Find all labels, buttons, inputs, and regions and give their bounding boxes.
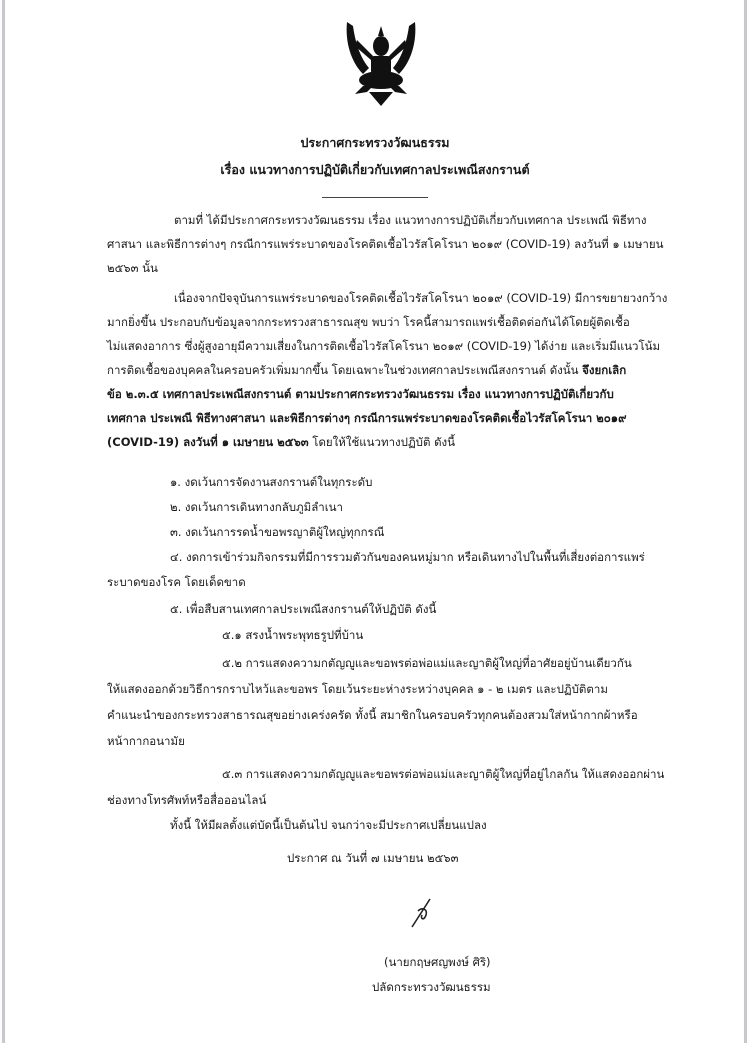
paragraph-1-line-3: ๒๕๖๓ นั้น bbox=[107, 261, 158, 275]
list-item: ๓. งดเว้นการรดน้ำขอพรญาติผู้ใหญ่ทุกกรณี bbox=[170, 525, 385, 539]
list-item: ๒. งดเว้นการเดินทางกลับภูมิลำเนา bbox=[170, 500, 343, 514]
paragraph-2-line-4-bold: จึงยกเลิก bbox=[582, 363, 627, 377]
sub-list-item-continuation: คำแนะนำของกระทรวงสาธารณสุขอย่างเคร่งครัด ทั้งนี้ สมาชิกในครอบครัวทุกคนต้องสวมใส่หน้ากากผ้าหรือ bbox=[107, 708, 638, 722]
sub-list-item: ๕.๓ การแสดงความกตัญญูและขอพรต่อพ่อแม่และญาติผู้ใหญ่ที่อยู่ไกลกัน ให้แสดงออกผ่าน bbox=[222, 767, 665, 781]
sub-list-item: ๕.๑ สรงน้ำพระพุทธรูปที่บ้าน bbox=[222, 628, 364, 642]
page-edge-right bbox=[744, 0, 747, 1043]
paragraph-2-line-5: ข้อ ๒.๓.๕ เทศกาลประเพณีสงกรานต์ ตามประกาศกระทรวงวัฒนธรรม เรื่อง แนวทางการปฏิบัติเกี่ยวกับ bbox=[107, 387, 614, 401]
paragraph-1-line-1: ตามที่ ได้มีประกาศกระทรวงวัฒนธรรม เรื่อง แนวทางการปฏิบัติเกี่ยวกับเทศกาล ประเพณี พิธีทาง bbox=[174, 213, 647, 227]
paragraph-2-line-4-normal: การติดเชื้อของบุคคลในครอบครัวเพิ่มมากขึ้น โดยเฉพาะในช่วงเทศกาลประเพณีสงกรานต์ ดังนั้น bbox=[107, 363, 583, 377]
garuda-emblem-icon bbox=[343, 12, 419, 107]
paragraph-2-line-3: ไม่แสดงอาการ ซึ่งผู้สูงอายุมีความเสี่ยงในการติดเชื้อไวรัสโคโรนา ๒๐๑๙ (COVID-19) ได้ง่าย และเริ่มมีแนวโน้ม bbox=[107, 339, 661, 353]
signer-name: (นายกฤษศญพงษ์ ศิริ) bbox=[384, 955, 491, 969]
title-divider bbox=[322, 197, 428, 198]
document-title: ประกาศกระทรวงวัฒนธรรม bbox=[300, 135, 450, 150]
effective-clause: ทั้งนี้ ให้มีผลตั้งแต่บัดนี้เป็นต้นไป จนกว่าจะมีประกาศเปลี่ยนแปลง bbox=[170, 818, 487, 832]
list-item: ๕. เพื่อสืบสานเทศกาลประเพณีสงกรานต์ให้ปฏิบัติ ดังนี้ bbox=[170, 602, 437, 616]
page-edge-left bbox=[2, 0, 5, 1043]
paragraph-2-line-7 bbox=[107, 434, 455, 450]
signer-title: ปลัดกระทรวงวัฒนธรรม bbox=[372, 980, 491, 994]
document-subject: เรื่อง แนวทางการปฏิบัติเกี่ยวกับเทศกาลประเพณีสงกรานต์ bbox=[220, 162, 530, 177]
list-item: ๔. งดการเข้าร่วมกิจกรรมที่มีการรวมตัวกันของคนหมู่มาก หรือเดินทางไปในพื้นที่เสี่ยงต่อการแพร่ bbox=[170, 550, 645, 564]
list-item-continuation: ระบาดของโรค โดยเด็ดขาด bbox=[107, 575, 246, 589]
list-item: ๑. งดเว้นการจัดงานสงกรานต์ในทุกระดับ bbox=[170, 475, 373, 489]
sub-list-item-continuation: หน้ากากอนามัย bbox=[107, 734, 185, 748]
announcement-date: ประกาศ ณ วันที่ ๗ เมษายน ๒๕๖๓ bbox=[287, 851, 459, 865]
paragraph-2-line-1: เนื่องจากปัจจุบันการแพร่ระบาดของโรคติดเชื้อไวรัสโคโรนา ๒๐๑๙ (COVID-19) มีการขยายวงกว้าง bbox=[174, 291, 668, 305]
sub-list-item-continuation: ให้แสดงออกด้วยวิธีการกราบไหว้และขอพร โดยเว้นระยะห่างระหว่างบุคคล ๑ - ๒ เมตร และปฏิบัติตาม bbox=[107, 682, 608, 696]
paragraph-2-line-7-normal: โดยให้ใช้แนวทางปฏิบัติ ดังนี้ bbox=[308, 435, 456, 449]
paragraph-2-line-2: มากยิ่งขึ้น ประกอบกับข้อมูลจากกระทรวงสาธารณสุข พบว่า โรคนี้สามารถแพร่เชื้อติดต่อกันได้โดยผู้ติดเชื้อ bbox=[107, 315, 630, 329]
paragraph-2-line-6: เทศกาล ประเพณี พิธีทางศาสนา และพิธีการต่างๆ กรณีการแพร่ระบาดของโรคติดเชื้อไวรัสโคโรนา ๒๐๑๙ bbox=[107, 411, 627, 425]
sub-list-item-continuation: ช่องทางโทรศัพท์หรือสื่อออนไลน์ bbox=[107, 793, 267, 807]
paragraph-1-line-2: ศาสนา และพิธีการต่างๆ กรณีการแพร่ระบาดของโรคติดเชื้อไวรัสโคโรนา ๒๐๑๙ (COVID-19) ลงวันที่ ๑ เมษายน bbox=[107, 237, 664, 251]
paragraph-2-line-4 bbox=[107, 362, 626, 378]
sub-list-item: ๕.๒ การแสดงความกตัญญูและขอพรต่อพ่อแม่และญาติผู้ใหญ่ที่อาศัยอยู่บ้านเดียวกัน bbox=[222, 656, 632, 670]
paragraph-2-line-7-bold: (COVID-19) ลงวันที่ ๑ เมษายน ๒๕๖๓ bbox=[107, 435, 309, 449]
signature-icon bbox=[408, 895, 438, 929]
document-page bbox=[6, 0, 743, 1043]
